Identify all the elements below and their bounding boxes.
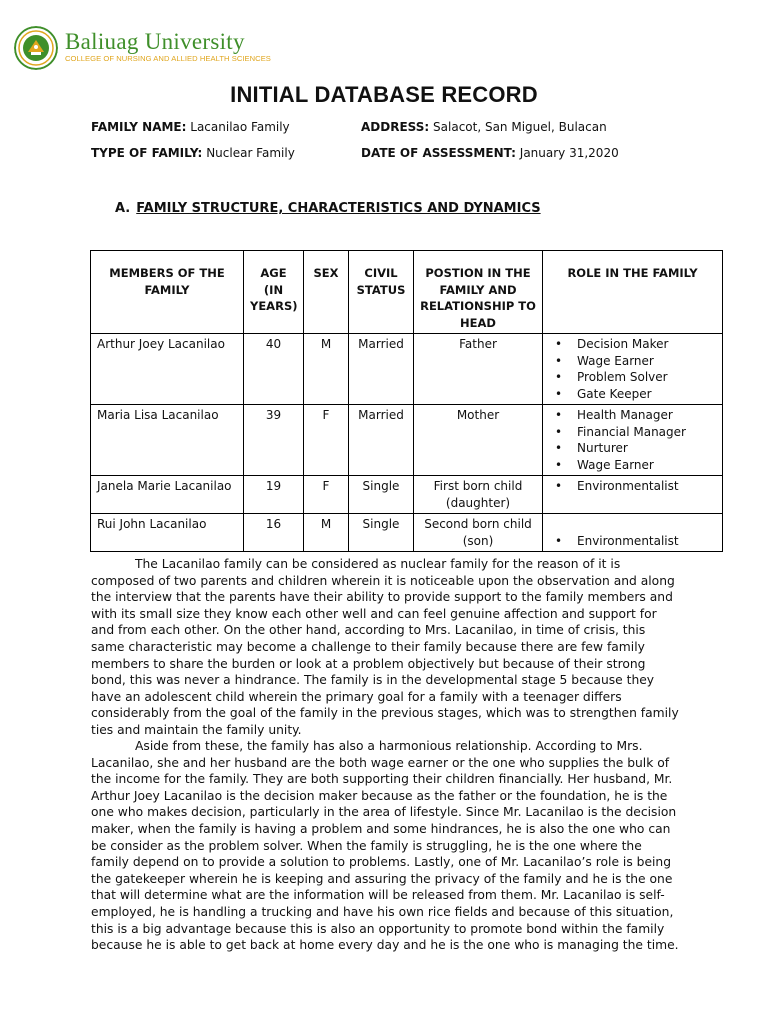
paragraph-2: Aside from these, the family has also a harmonious relationship. According to Mrs. Lacanilao, she and her husband are the both wage earner or the one who supplies the bulk of the income for the family. They are both supporting their children financially. Her husband, Mr. Arthur Joey Lacanilao is the decision maker because as the father or the foundation, he is the one who makes decision, particularly in the area of lifestyle. Since Mr. Lacanilao is the decision maker, when the family is having a problem and some hindrances, he is also the one who can be consider as the problem solver. When the family is struggling, he is the one where the family depend on to provide a solution to problems. Lastly, one of Mr. Lacanilao’s role is being the gatekeeper wherein he is keeping and assuring the privacy of the family and he is the one that will determine what are the information will be released from them. Mr. Lacanilao is self-employed, he is handling a trucking and have his own rice fields and because of this situation, this is a big advantage because this is also an opportunity to promote bond within the family because he is able to get back at home every day and he is the one who is managing the time.: [91, 739, 679, 953]
member-name: Rui John Lacanilao: [91, 514, 244, 552]
member-position: Second born child (son): [414, 514, 543, 552]
header-age: AGE (IN YEARS): [244, 251, 304, 334]
member-roles: [543, 405, 723, 476]
university-header: [14, 26, 271, 70]
type-of-family-value: Nuclear Family: [206, 146, 295, 160]
member-roles: [543, 334, 723, 405]
table-row: [91, 514, 723, 552]
member-sex: F: [304, 476, 349, 514]
member-sex: M: [304, 514, 349, 552]
section-heading: [115, 201, 541, 216]
date-of-assessment-value: January 31,2020: [519, 146, 619, 160]
section-letter: A.: [115, 201, 131, 216]
type-of-family-field: [91, 146, 295, 160]
role-list: [549, 407, 716, 473]
table-row: [91, 334, 723, 405]
type-of-family-label: TYPE OF FAMILY:: [91, 146, 203, 160]
member-name: Maria Lisa Lacanilao: [91, 405, 244, 476]
brand-text: [65, 26, 271, 64]
member-position: First born child (daughter): [414, 476, 543, 514]
table-row: [91, 476, 723, 514]
family-structure-table: [90, 250, 723, 552]
university-seal-icon: [14, 26, 58, 70]
role-item: • Wage Earner: [571, 457, 716, 474]
role-item: • Environmentalist: [571, 478, 716, 495]
header-members: MEMBERS OF THE FAMILY: [91, 251, 244, 334]
member-civil-status: Single: [349, 476, 414, 514]
role-list: [549, 478, 716, 495]
role-item: • Gate Keeper: [571, 386, 716, 403]
table-row: [91, 405, 723, 476]
member-age: 40: [244, 334, 304, 405]
member-civil-status: Married: [349, 334, 414, 405]
member-civil-status: Single: [349, 514, 414, 552]
role-item: • Environmentalist: [571, 533, 716, 550]
member-civil-status: Married: [349, 405, 414, 476]
family-name-label: FAMILY NAME:: [91, 120, 187, 134]
family-name-value: Lacanilao Family: [190, 120, 290, 134]
member-name: Janela Marie Lacanilao: [91, 476, 244, 514]
member-age: 19: [244, 476, 304, 514]
member-position: Father: [414, 334, 543, 405]
member-roles: [543, 476, 723, 514]
table-header-row: [91, 251, 723, 334]
address-value: Salacot, San Miguel, Bulacan: [433, 120, 607, 134]
member-roles: [543, 514, 723, 552]
address-label: ADDRESS:: [361, 120, 430, 134]
university-name: Baliuag University: [65, 29, 245, 54]
role-item: • Decision Maker: [571, 336, 716, 353]
member-name: Arthur Joey Lacanilao: [91, 334, 244, 405]
address-field: [361, 120, 607, 134]
role-item: • Nurturer: [571, 440, 716, 457]
section-title: FAMILY STRUCTURE, CHARACTERISTICS AND DYNAMICS: [136, 201, 541, 216]
role-item: • Problem Solver: [571, 369, 716, 386]
member-position: Mother: [414, 405, 543, 476]
member-sex: M: [304, 334, 349, 405]
role-item: • Financial Manager: [571, 424, 716, 441]
document-title: INITIAL DATABASE RECORD: [230, 82, 538, 107]
header-civil-status: CIVIL STATUS: [349, 251, 414, 334]
paragraph-1: The Lacanilao family can be considered as nuclear family for the reason of it is composed of two parents and children wherein it is noticeable upon the observation and along the interview that the parents have their ability to provide support to the family members and with its small size they know each other well and can feel genuine affection and support for and from each other. On the other hand, according to Mrs. Lacanilao, in time of crisis, this same characteristic may become a challenge to their family because there are few family members to share the burden or look at a problem objectively but because of their strong bond, this was never a hindrance. The family is in the developmental stage 5 because they have an adolescent child wherein the primary goal for a family with a teenager differs considerably from the goal of the family in the previous stages, which was to strengthen family ties and maintain the family unity.: [91, 557, 679, 737]
member-age: 16: [244, 514, 304, 552]
role-item: • Wage Earner: [571, 353, 716, 370]
header-role: ROLE IN THE FAMILY: [543, 251, 723, 334]
header-sex: SEX: [304, 251, 349, 334]
member-sex: F: [304, 405, 349, 476]
college-name: COLLEGE OF NURSING AND ALLIED HEALTH SCIENCES: [65, 54, 271, 63]
date-of-assessment-label: DATE OF ASSESSMENT:: [361, 146, 516, 160]
date-of-assessment-field: [361, 146, 619, 160]
header-position: POSTION IN THE FAMILY AND RELATIONSHIP TO HEAD: [414, 251, 543, 334]
role-item: • Health Manager: [571, 407, 716, 424]
member-age: 39: [244, 405, 304, 476]
role-list: [549, 533, 716, 550]
role-list: [549, 336, 716, 402]
family-name-field: [91, 120, 290, 134]
